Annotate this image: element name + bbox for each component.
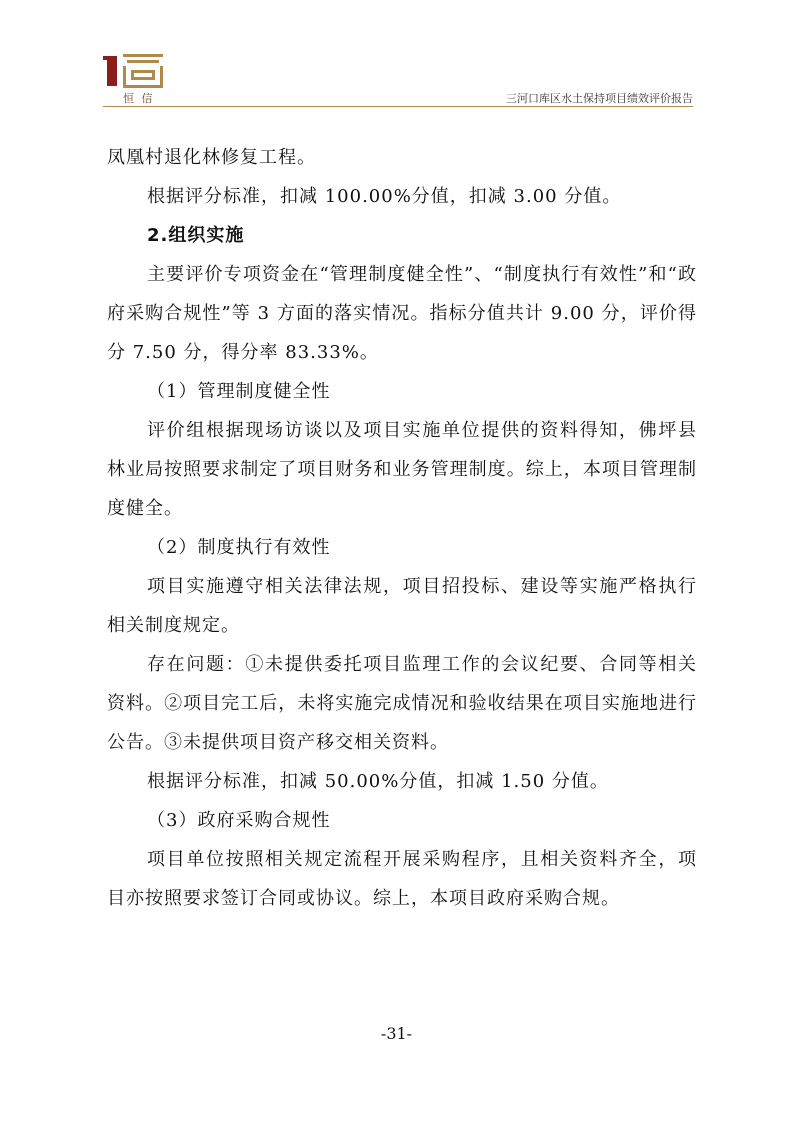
- header-divider: [103, 106, 693, 107]
- paragraph-score-deduction-1: 根据评分标准，扣减 100.00%分值，扣减 3.00 分值。: [147, 186, 622, 207]
- subheading-system-execution: （2）制度执行有效性: [147, 537, 331, 558]
- logo-text: 恒 信: [123, 92, 155, 105]
- paragraph-continuation: 凤凰村退化林修复工程。: [107, 147, 316, 168]
- paragraph-section-summary: 主要评价专项资金在“管理制度健全性”、“制度执行有效性”和“政府采购合规性”等 3 方面的落实情况。指标分值共计 9.00 分，评价得分 7.50 分，得分率 83.33%。: [107, 264, 697, 363]
- subheading-procurement: （3）政府采购合规性: [147, 810, 331, 831]
- document-body: [107, 138, 697, 918]
- report-title: 三河口库区水土保持项目绩效评价报告: [506, 92, 693, 105]
- paragraph-score-deduction-2: 根据评分标准，扣减 50.00%分值，扣减 1.50 分值。: [147, 771, 609, 792]
- page-header: [103, 50, 693, 106]
- page-number: -31-: [380, 1024, 413, 1043]
- paragraph-management-system: 评价组根据现场访谈以及项目实施单位提供的资料得知，佛坪县林业局按照要求制定了项目财务和业务管理制度。综上，本项目管理制度健全。: [107, 420, 697, 519]
- paragraph-issues: 存在问题：①未提供委托项目监理工作的会议纪要、合同等相关资料。②项目完工后，未将实施完成情况和验收结果在项目实施地进行公告。③未提供项目资产移交相关资料。: [107, 654, 697, 753]
- section-heading-organization: 2.组织实施: [147, 225, 245, 246]
- paragraph-system-execution: 项目实施遵守相关法律法规，项目招投标、建设等实施严格执行相关制度规定。: [107, 576, 697, 636]
- paragraph-procurement: 项目单位按照相关规定流程开展采购程序，且相关资料齐全，项目亦按照要求签订合同或协议。综上，本项目政府采购合规。: [107, 849, 697, 909]
- subheading-management-system: （1）管理制度健全性: [147, 381, 331, 402]
